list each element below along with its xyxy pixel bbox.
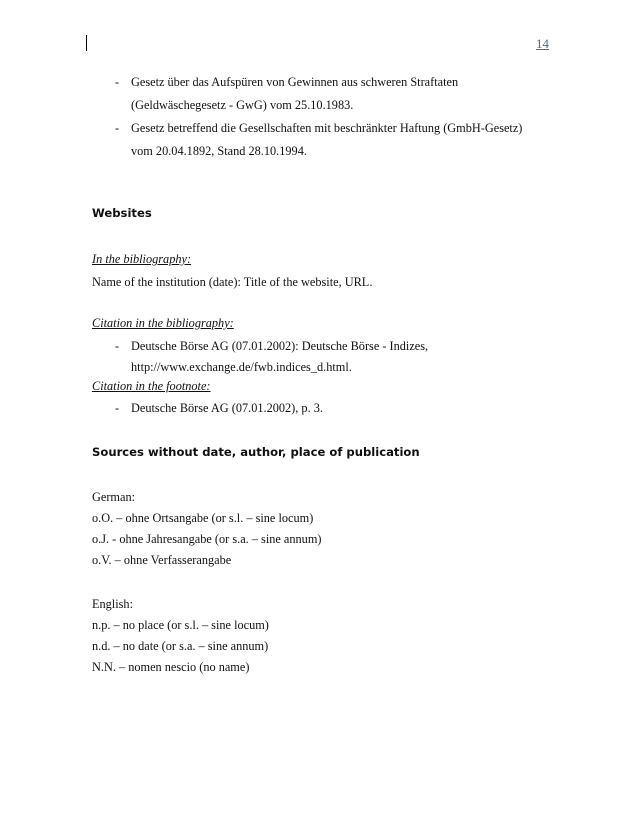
list-dash: - (115, 401, 120, 415)
list-dash: - (115, 339, 120, 353)
list-item-line: (Geldwäschegesetz - GwG) vom 25.10.1983. (131, 98, 354, 112)
german-label: German: (92, 490, 136, 504)
section-heading-sources: Sources without date, author, place of publication (92, 445, 420, 459)
citation-bibliography-url: http://www.exchange.de/fwb.indices_d.html. (131, 360, 352, 374)
abbreviation-item: o.J. - ohne Jahresangabe (or s.a. – sine annum) (92, 532, 322, 546)
revision-bar (86, 35, 87, 51)
citation-footnote-line: Deutsche Börse AG (07.01.2002), p. 3. (131, 401, 323, 415)
list-dash: - (115, 121, 120, 135)
citation-bibliography-label: Citation in the bibliography: (92, 316, 234, 330)
list-dash: - (115, 75, 120, 89)
list-item-line: Gesetz über das Aufspüren von Gewinnen aus schweren Straftaten (131, 75, 459, 89)
abbreviation-item: n.d. – no date (or s.a. – sine annum) (92, 639, 269, 653)
list-item-line: vom 20.04.1892, Stand 28.10.1994. (131, 144, 307, 158)
list-item-line: Gesetz betreffend die Gesellschaften mit beschränkter Haftung (GmbH-Gesetz) (131, 121, 523, 135)
section-heading-websites: Websites (92, 206, 152, 220)
citation-bibliography-line: Deutsche Börse AG (07.01.2002): Deutsche Börse - Indizes, (131, 339, 429, 353)
abbreviation-item: n.p. – no place (or s.l. – sine locum) (92, 618, 269, 632)
page-number: 14 (536, 36, 549, 51)
abbreviation-item: N.N. – nomen nescio (no name) (92, 660, 250, 674)
abbreviation-item: o.O. – ohne Ortsangabe (or s.l. – sine locum) (92, 511, 314, 525)
bibliography-format: Name of the institution (date): Title of the website, URL. (92, 275, 373, 289)
bibliography-label: In the bibliography: (92, 252, 192, 266)
english-label: English: (92, 597, 133, 611)
citation-footnote-label: Citation in the footnote: (92, 379, 211, 393)
abbreviation-item: o.V. – ohne Verfasserangabe (92, 553, 232, 567)
